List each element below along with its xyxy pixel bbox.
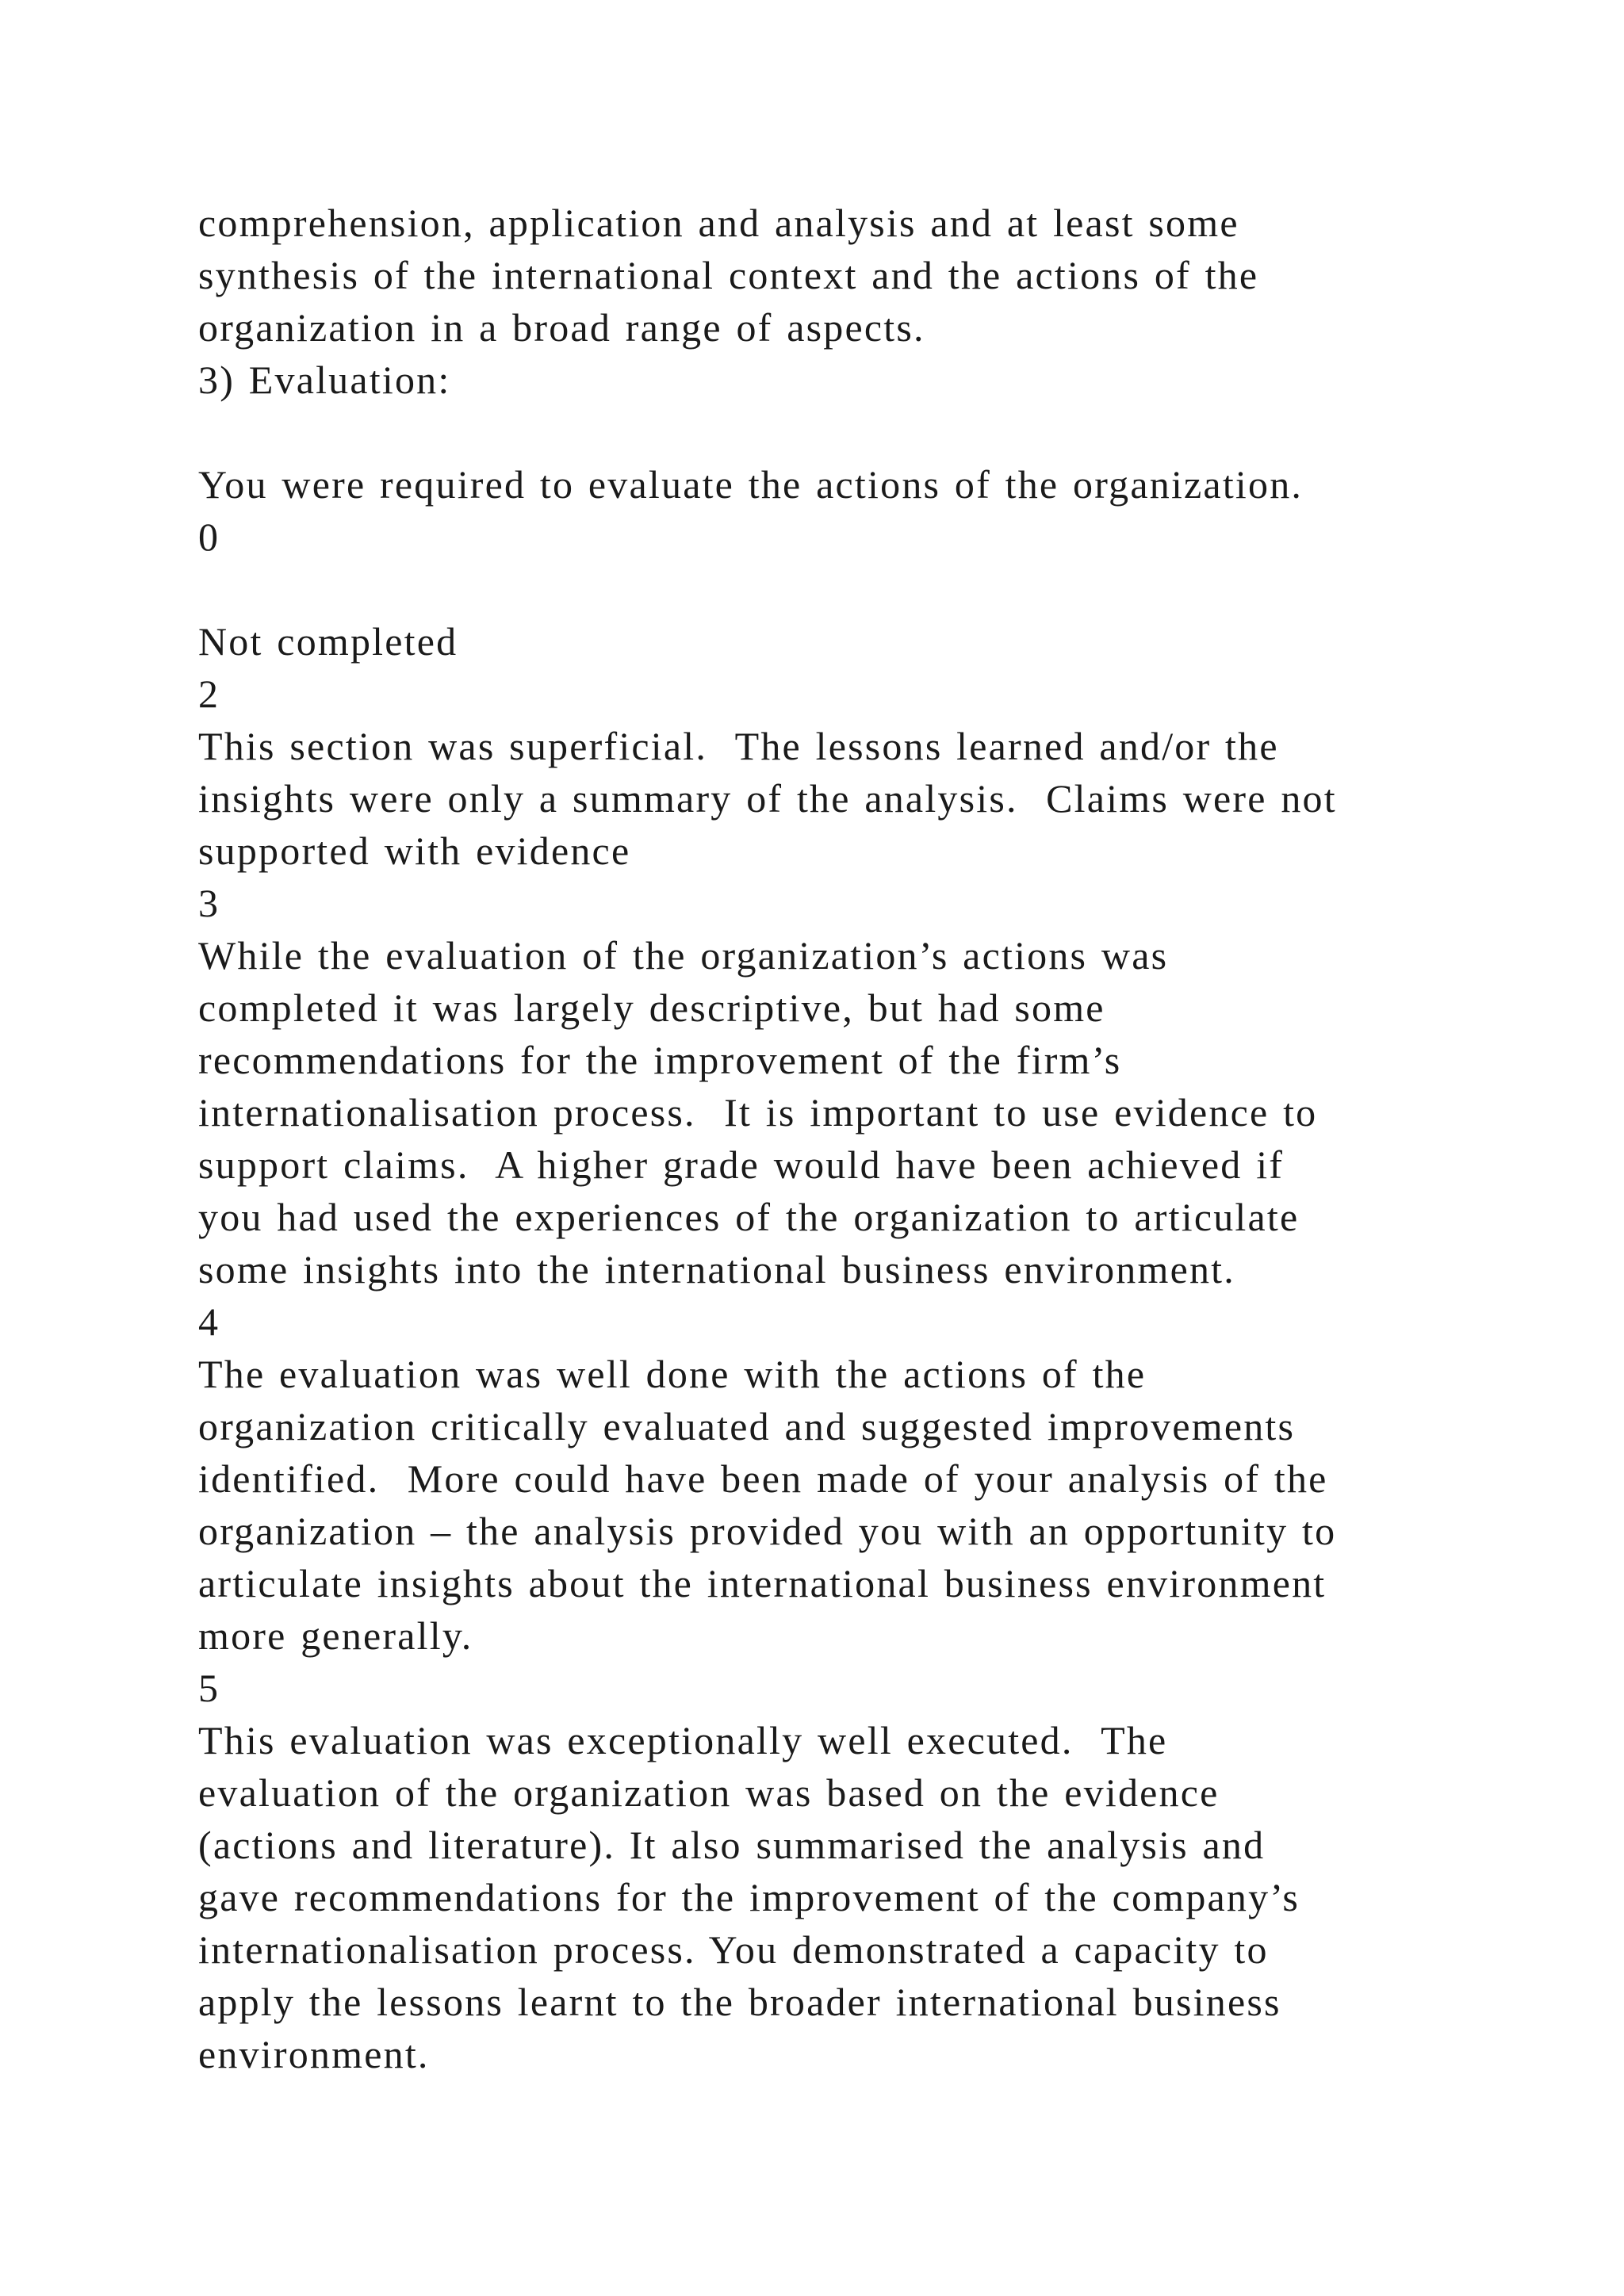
text-line: Not completed <box>198 619 458 664</box>
text-line: This evaluation was exceptionally well executed. The <box>198 1718 1168 1762</box>
text-line: comprehension, application and analysis and at least some <box>198 201 1239 245</box>
text-line: You were required to evaluate the actions of the organization. <box>198 462 1304 507</box>
document-body <box>198 197 1467 2080</box>
text-line: organization in a broad range of aspects. <box>198 305 925 350</box>
text-line: insights were only a summary of the analysis. Claims were not <box>198 776 1337 821</box>
text-line: support claims. A higher grade would have been achieved if <box>198 1142 1285 1187</box>
text-line: more generally. <box>198 1613 473 1658</box>
text-line: internationalisation process. You demonstrated a capacity to <box>198 1927 1269 1972</box>
text-line: This section was superficial. The lessons learned and/or the <box>198 724 1279 768</box>
text-line: articulate insights about the international business environment <box>198 1561 1327 1605</box>
text-line: identified. More could have been made of your analysis of the <box>198 1456 1328 1501</box>
text-line: environment. <box>198 2032 430 2076</box>
text-line: you had used the experiences of the organization to articulate <box>198 1195 1300 1239</box>
text-line: synthesis of the international context and the actions of the <box>198 253 1259 297</box>
text-line: organization critically evaluated and suggested improvements <box>198 1404 1296 1448</box>
text-line: apply the lessons learnt to the broader international business <box>198 1980 1281 2024</box>
text-line: completed it was largely descriptive, but had some <box>198 985 1105 1030</box>
text-line: organization – the analysis provided you with an opportunity to <box>198 1509 1337 1553</box>
text-line: The evaluation was well done with the actions of the <box>198 1352 1147 1396</box>
section-heading: 3) Evaluation: <box>198 358 451 402</box>
text-line: evaluation of the organization was based on the evidence <box>198 1770 1220 1815</box>
blank-line <box>198 563 1467 615</box>
text-line: gave recommendations for the improvement of the company’s <box>198 1875 1300 1919</box>
text-line: supported with evidence <box>198 828 631 873</box>
score-label: 0 <box>198 515 220 559</box>
text-line: recommendations for the improvement of the firm’s <box>198 1038 1122 1082</box>
text-line: While the evaluation of the organization’s actions was <box>198 933 1169 978</box>
text-line: (actions and literature). It also summarised the analysis and <box>198 1823 1266 1867</box>
text-line: some insights into the international business environment. <box>198 1247 1235 1292</box>
blank-line <box>198 406 1467 458</box>
score-label: 5 <box>198 1666 220 1710</box>
score-label: 4 <box>198 1299 220 1344</box>
score-label: 3 <box>198 881 220 925</box>
score-label: 2 <box>198 672 220 716</box>
text-line: internationalisation process. It is important to use evidence to <box>198 1090 1318 1135</box>
